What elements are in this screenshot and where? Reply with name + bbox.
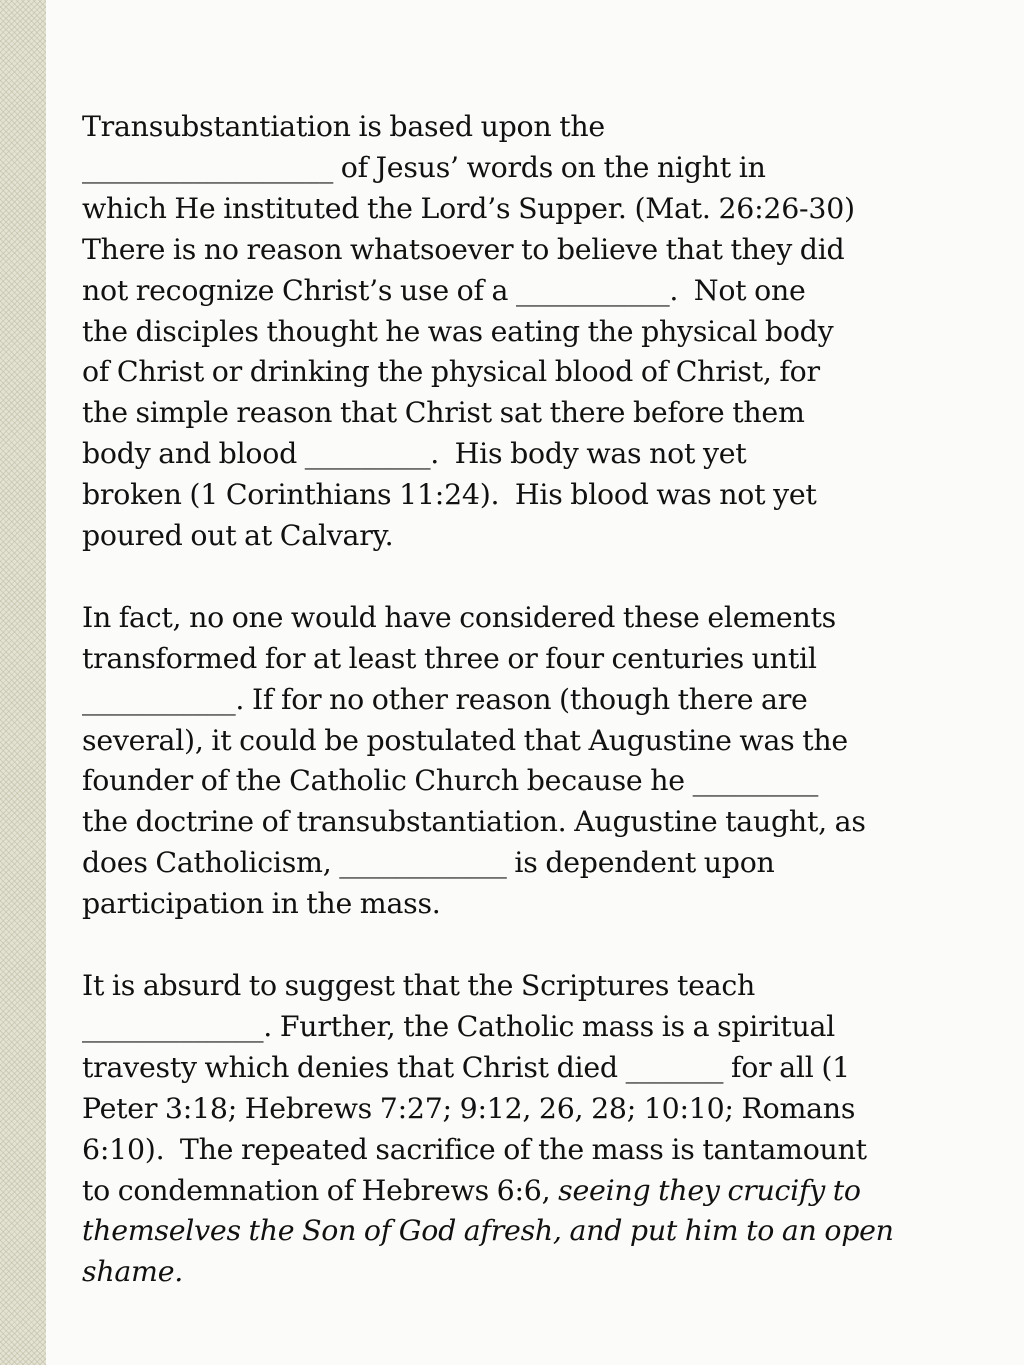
text-line: _____________. Further, the Catholic mass is a spiritual bbox=[82, 1009, 835, 1043]
text-line: participation in the mass. bbox=[82, 887, 441, 921]
document-body bbox=[82, 107, 982, 1293]
text-line: poured out at Calvary. bbox=[82, 519, 394, 553]
text-line: ___________. If for no other reason (though there are bbox=[82, 682, 808, 716]
text-line: body and blood _________. His body was not yet bbox=[82, 437, 747, 471]
text-line: travesty which denies that Christ died _______ for all (1 bbox=[82, 1050, 850, 1084]
text-line: In fact, no one would have considered these elements bbox=[82, 600, 836, 634]
paragraph-conclusion bbox=[82, 966, 982, 1293]
text-line: founder of the Catholic Church because he _________ bbox=[82, 764, 819, 798]
text-line: Transubstantiation is based upon the bbox=[82, 110, 605, 143]
text-line: several), it could be postulated that Augustine was the bbox=[82, 723, 848, 757]
text-line: does Catholicism, ____________ is dependent upon bbox=[82, 846, 775, 880]
text-line: 6:10). The repeated sacrifice of the mass is tantamount bbox=[82, 1132, 867, 1166]
scripture-quote: themselves the Son of God afresh, and put him to an open bbox=[82, 1214, 894, 1248]
text-line: Peter 3:18; Hebrews 7:27; 9:12, 26, 28; 10:10; Romans bbox=[82, 1091, 856, 1125]
text-line: __________________ of Jesus’ words on the night in bbox=[82, 150, 766, 184]
text-line: not recognize Christ’s use of a ___________. Not one bbox=[82, 273, 806, 307]
text-line: of Christ or drinking the physical blood of Christ, for bbox=[82, 355, 820, 389]
paragraph-transubstantiation-intro bbox=[82, 107, 982, 557]
text-line: the simple reason that Christ sat there before them bbox=[82, 396, 805, 430]
text-line: the disciples thought he was eating the physical body bbox=[82, 314, 834, 348]
scripture-quote: shame. bbox=[82, 1255, 184, 1289]
text-line: It is absurd to suggest that the Scriptures teach bbox=[82, 969, 756, 1002]
text-line: which He instituted the Lord’s Supper. (Mat. 26:26-30) bbox=[82, 191, 855, 225]
text-line: broken (1 Corinthians 11:24). His blood was not yet bbox=[82, 478, 817, 512]
decorative-side-stripe bbox=[0, 0, 46, 1365]
text-line: the doctrine of transubstantiation. Augustine taught, as bbox=[82, 805, 866, 839]
paragraph-augustine bbox=[82, 598, 982, 925]
text-line: There is no reason whatsoever to believe that they did bbox=[82, 232, 845, 266]
scripture-quote: seeing they crucify to bbox=[558, 1173, 861, 1207]
text-line: to condemnation of Hebrews 6:6, bbox=[82, 1173, 559, 1207]
text-line: transformed for at least three or four centuries until bbox=[82, 641, 817, 675]
